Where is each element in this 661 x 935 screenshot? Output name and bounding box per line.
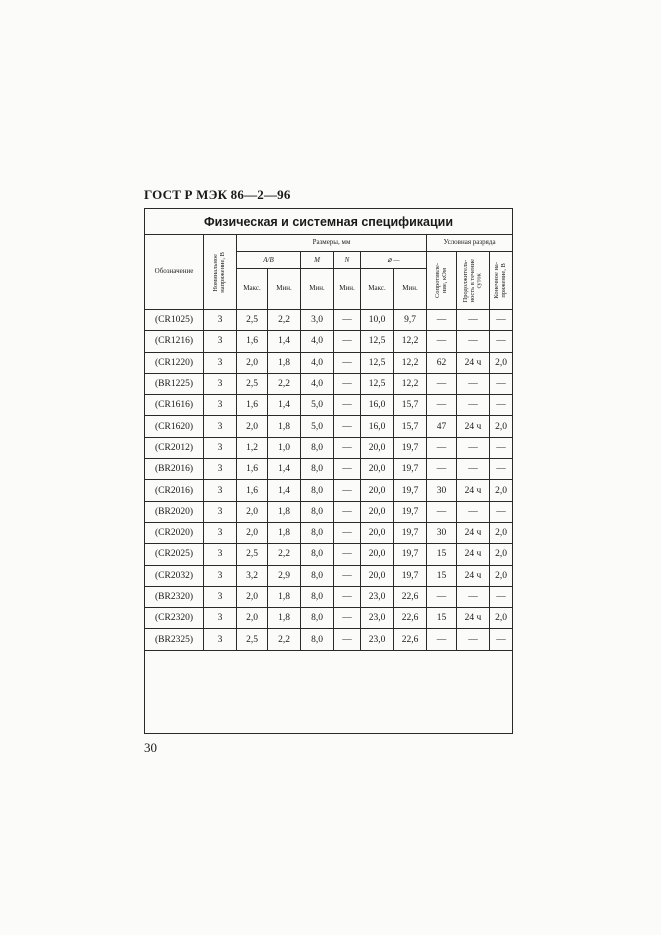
cell-n-min: — — [334, 459, 361, 480]
cell-voltage: 3 — [204, 310, 237, 331]
cell-voltage: 3 — [204, 586, 237, 607]
cell-end-voltage: — — [490, 331, 513, 352]
table-row — [145, 437, 513, 458]
table-body — [145, 310, 513, 734]
cell-diam-max: 23,0 — [361, 586, 394, 607]
col-m: M — [301, 252, 334, 269]
cell-ab-max: 1,6 — [237, 459, 268, 480]
cell-voltage: 3 — [204, 544, 237, 565]
cell-duration: — — [457, 373, 490, 394]
col-n-min: Мин. — [334, 269, 361, 310]
cell-m-min: 8,0 — [301, 522, 334, 543]
table-row — [145, 608, 513, 629]
table-row — [145, 629, 513, 650]
cell-n-min: — — [334, 501, 361, 522]
cell-m-min: 8,0 — [301, 629, 334, 650]
cell-ab-min: 2,2 — [268, 310, 301, 331]
cell-diam-min: 19,7 — [394, 501, 427, 522]
cell-designation: (CR1216) — [145, 331, 204, 352]
cell-diam-max: 20,0 — [361, 565, 394, 586]
cell-duration: 24 ч — [457, 352, 490, 373]
cell-diam-min: 12,2 — [394, 352, 427, 373]
cell-diam-min: 19,7 — [394, 459, 427, 480]
cell-duration: 24 ч — [457, 544, 490, 565]
cell-designation: (BR2320) — [145, 586, 204, 607]
col-n: N — [334, 252, 361, 269]
cell-ab-max: 2,0 — [237, 352, 268, 373]
cell-duration: 24 ч — [457, 480, 490, 501]
table-row — [145, 373, 513, 394]
cell-voltage: 3 — [204, 331, 237, 352]
cell-resistance: 30 — [427, 480, 457, 501]
cell-resistance: — — [427, 501, 457, 522]
cell-resistance: 30 — [427, 522, 457, 543]
col-diameter: ⌀ — — [361, 252, 427, 269]
cell-diam-min: 19,7 — [394, 544, 427, 565]
cell-diam-min: 19,7 — [394, 522, 427, 543]
cell-diam-min: 12,2 — [394, 373, 427, 394]
cell-end-voltage: — — [490, 501, 513, 522]
cell-diam-max: 20,0 — [361, 459, 394, 480]
document-header: ГОСТ Р МЭК 86—2—96 — [144, 187, 291, 202]
cell-diam-max: 12,5 — [361, 373, 394, 394]
cell-voltage: 3 — [204, 501, 237, 522]
cell-voltage: 3 — [204, 437, 237, 458]
cell-duration: 24 ч — [457, 608, 490, 629]
cell-diam-min: 15,7 — [394, 395, 427, 416]
cell-ab-min: 1,8 — [268, 586, 301, 607]
cell-diam-max: 12,5 — [361, 331, 394, 352]
cell-n-min: — — [334, 352, 361, 373]
cell-n-min: — — [334, 522, 361, 543]
cell-resistance: 47 — [427, 416, 457, 437]
cell-end-voltage: — — [490, 586, 513, 607]
cell-ab-max: 1,6 — [237, 331, 268, 352]
cell-duration: — — [457, 310, 490, 331]
cell-end-voltage: — — [490, 629, 513, 650]
cell-resistance: — — [427, 331, 457, 352]
table-row — [145, 310, 513, 331]
cell-ab-min: 2,2 — [268, 544, 301, 565]
cell-designation: (BR2016) — [145, 459, 204, 480]
cell-end-voltage: — — [490, 459, 513, 480]
cell-resistance: — — [427, 373, 457, 394]
cell-designation: (BR2020) — [145, 501, 204, 522]
cell-diam-max: 23,0 — [361, 629, 394, 650]
cell-m-min: 5,0 — [301, 416, 334, 437]
cell-ab-max: 3,2 — [237, 565, 268, 586]
table-row — [145, 586, 513, 607]
cell-designation: (CR2012) — [145, 437, 204, 458]
cell-voltage: 3 — [204, 459, 237, 480]
cell-ab-min: 1,0 — [268, 437, 301, 458]
cell-resistance: 15 — [427, 544, 457, 565]
cell-duration: — — [457, 629, 490, 650]
cell-ab-max: 1,6 — [237, 480, 268, 501]
col-m-min: Мин. — [301, 269, 334, 310]
cell-n-min: — — [334, 395, 361, 416]
cell-m-min: 8,0 — [301, 544, 334, 565]
cell-end-voltage: 2,0 — [490, 544, 513, 565]
cell-ab-min: 1,8 — [268, 522, 301, 543]
cell-diam-max: 23,0 — [361, 608, 394, 629]
cell-ab-max: 2,0 — [237, 522, 268, 543]
cell-m-min: 3,0 — [301, 310, 334, 331]
cell-designation: (CR2016) — [145, 480, 204, 501]
cell-end-voltage: 2,0 — [490, 352, 513, 373]
cell-end-voltage: 2,0 — [490, 608, 513, 629]
cell-designation: (BR1225) — [145, 373, 204, 394]
cell-resistance: — — [427, 437, 457, 458]
cell-resistance: — — [427, 459, 457, 480]
cell-m-min: 8,0 — [301, 586, 334, 607]
cell-ab-max: 2,0 — [237, 608, 268, 629]
table-row — [145, 395, 513, 416]
cell-diam-min: 19,7 — [394, 437, 427, 458]
cell-ab-min: 2,9 — [268, 565, 301, 586]
cell-m-min: 8,0 — [301, 501, 334, 522]
cell-resistance: — — [427, 586, 457, 607]
blank-row — [145, 650, 513, 733]
cell-n-min: — — [334, 544, 361, 565]
cell-diam-max: 20,0 — [361, 522, 394, 543]
table-row — [145, 544, 513, 565]
cell-designation: (CR1220) — [145, 352, 204, 373]
cell-ab-max: 2,0 — [237, 586, 268, 607]
cell-ab-min: 1,8 — [268, 352, 301, 373]
cell-resistance: — — [427, 395, 457, 416]
cell-diam-max: 16,0 — [361, 416, 394, 437]
cell-ab-max: 2,5 — [237, 310, 268, 331]
cell-diam-max: 12,5 — [361, 352, 394, 373]
cell-end-voltage: 2,0 — [490, 522, 513, 543]
cell-designation: (CR2020) — [145, 522, 204, 543]
cell-designation: (CR1025) — [145, 310, 204, 331]
table-row — [145, 352, 513, 373]
cell-ab-min: 1,8 — [268, 501, 301, 522]
cell-ab-min: 2,2 — [268, 629, 301, 650]
col-designation: Обозначение — [145, 235, 204, 310]
cell-ab-max: 1,2 — [237, 437, 268, 458]
col-ab-max: Макс. — [237, 269, 268, 310]
cell-end-voltage: — — [490, 437, 513, 458]
cell-designation: (CR1616) — [145, 395, 204, 416]
col-diam-max: Макс. — [361, 269, 394, 310]
table-row — [145, 459, 513, 480]
cell-resistance: 15 — [427, 608, 457, 629]
cell-n-min: — — [334, 416, 361, 437]
cell-n-min: — — [334, 565, 361, 586]
cell-voltage: 3 — [204, 395, 237, 416]
cell-voltage: 3 — [204, 373, 237, 394]
cell-designation: (CR2025) — [145, 544, 204, 565]
cell-diam-max: 20,0 — [361, 544, 394, 565]
cell-end-voltage: — — [490, 373, 513, 394]
cell-diam-min: 9,7 — [394, 310, 427, 331]
cell-n-min: — — [334, 608, 361, 629]
col-ab-min: Мин. — [268, 269, 301, 310]
cell-ab-min: 1,4 — [268, 395, 301, 416]
cell-resistance: — — [427, 629, 457, 650]
col-end-voltage: Конечное на- пряжение, В — [490, 252, 513, 310]
page-number: 30 — [144, 740, 157, 755]
cell-designation: (CR1620) — [145, 416, 204, 437]
cell-duration: — — [457, 437, 490, 458]
cell-m-min: 4,0 — [301, 373, 334, 394]
cell-ab-max: 2,5 — [237, 629, 268, 650]
cell-ab-min: 1,4 — [268, 480, 301, 501]
table-row — [145, 480, 513, 501]
col-discharge: Условная разряда — [427, 235, 513, 252]
cell-n-min: — — [334, 373, 361, 394]
cell-diam-min: 22,6 — [394, 608, 427, 629]
cell-duration: — — [457, 395, 490, 416]
cell-diam-max: 20,0 — [361, 437, 394, 458]
col-diam-min: Мин. — [394, 269, 427, 310]
table-title: Физическая и системная спецификации — [145, 209, 513, 235]
cell-duration: 24 ч — [457, 565, 490, 586]
cell-diam-min: 22,6 — [394, 586, 427, 607]
specification-table — [144, 208, 513, 734]
cell-m-min: 4,0 — [301, 331, 334, 352]
cell-duration: — — [457, 331, 490, 352]
cell-ab-min: 1,8 — [268, 608, 301, 629]
cell-designation: (CR2320) — [145, 608, 204, 629]
cell-diam-min: 22,6 — [394, 629, 427, 650]
cell-ab-max: 2,5 — [237, 544, 268, 565]
table-row — [145, 331, 513, 352]
cell-voltage: 3 — [204, 352, 237, 373]
cell-resistance: 15 — [427, 565, 457, 586]
cell-m-min: 4,0 — [301, 352, 334, 373]
cell-diam-min: 19,7 — [394, 565, 427, 586]
cell-n-min: — — [334, 586, 361, 607]
cell-ab-min: 1,4 — [268, 459, 301, 480]
cell-end-voltage: — — [490, 310, 513, 331]
cell-m-min: 8,0 — [301, 480, 334, 501]
cell-ab-min: 1,4 — [268, 331, 301, 352]
cell-duration: 24 ч — [457, 416, 490, 437]
cell-n-min: — — [334, 331, 361, 352]
cell-duration: — — [457, 459, 490, 480]
cell-ab-max: 2,5 — [237, 373, 268, 394]
cell-n-min: — — [334, 310, 361, 331]
table-row — [145, 501, 513, 522]
cell-ab-max: 2,0 — [237, 501, 268, 522]
cell-end-voltage: 2,0 — [490, 416, 513, 437]
cell-diam-max: 16,0 — [361, 395, 394, 416]
cell-n-min: — — [334, 437, 361, 458]
table-row — [145, 522, 513, 543]
cell-end-voltage: 2,0 — [490, 565, 513, 586]
col-duration: Продолжитель- ность в течение суток — [457, 252, 490, 310]
cell-voltage: 3 — [204, 522, 237, 543]
cell-diam-min: 19,7 — [394, 480, 427, 501]
cell-ab-min: 1,8 — [268, 416, 301, 437]
cell-diam-min: 12,2 — [394, 331, 427, 352]
cell-duration: — — [457, 501, 490, 522]
cell-end-voltage: 2,0 — [490, 480, 513, 501]
cell-ab-max: 1,6 — [237, 395, 268, 416]
cell-voltage: 3 — [204, 480, 237, 501]
cell-m-min: 8,0 — [301, 565, 334, 586]
cell-voltage: 3 — [204, 565, 237, 586]
blank-cell — [145, 650, 513, 733]
cell-resistance: 62 — [427, 352, 457, 373]
cell-voltage: 3 — [204, 416, 237, 437]
col-resistance: Сопротивле- ние, кОм — [427, 252, 457, 310]
cell-diam-min: 15,7 — [394, 416, 427, 437]
cell-diam-max: 10,0 — [361, 310, 394, 331]
col-dimensions: Размеры, мм — [237, 235, 427, 252]
cell-diam-max: 20,0 — [361, 501, 394, 522]
cell-n-min: — — [334, 629, 361, 650]
cell-ab-max: 2,0 — [237, 416, 268, 437]
table-row — [145, 565, 513, 586]
col-ab: A/B — [237, 252, 301, 269]
cell-designation: (BR2325) — [145, 629, 204, 650]
cell-m-min: 8,0 — [301, 459, 334, 480]
cell-m-min: 8,0 — [301, 437, 334, 458]
cell-ab-min: 2,2 — [268, 373, 301, 394]
cell-n-min: — — [334, 480, 361, 501]
cell-voltage: 3 — [204, 629, 237, 650]
cell-resistance: — — [427, 310, 457, 331]
cell-m-min: 8,0 — [301, 608, 334, 629]
cell-voltage: 3 — [204, 608, 237, 629]
cell-diam-max: 20,0 — [361, 480, 394, 501]
cell-designation: (CR2032) — [145, 565, 204, 586]
cell-duration: 24 ч — [457, 522, 490, 543]
cell-m-min: 5,0 — [301, 395, 334, 416]
col-voltage: Номинальное напряжение, В — [204, 235, 237, 310]
cell-end-voltage: — — [490, 395, 513, 416]
cell-duration: — — [457, 586, 490, 607]
table-row — [145, 416, 513, 437]
